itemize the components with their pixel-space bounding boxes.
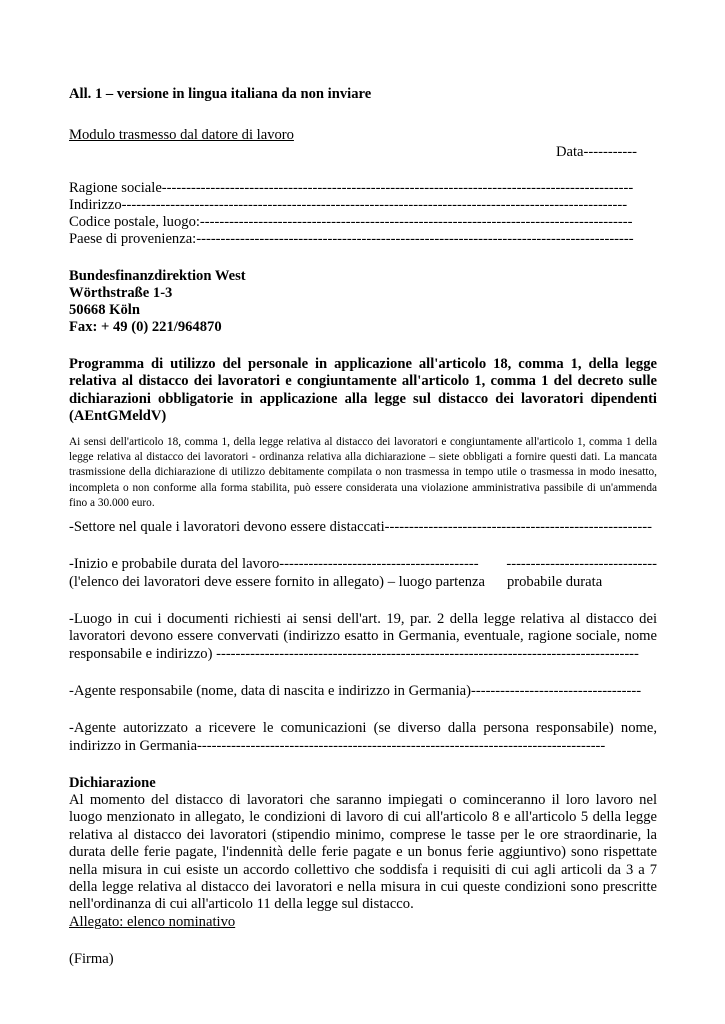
signature-label: (Firma) <box>69 950 114 967</box>
responsible-agent-field[interactable]: -Agente responsabile (nome, data di nascita e indirizzo in Germania)----------------------------------- <box>69 683 642 700</box>
authorized-agent-field[interactable]: -Agente autorizzato a ricevere le comunicazioni (se diverso dalla persona responsabile) nome, indirizzo in Germania------------------------------------------------------------------------------------ <box>69 720 657 754</box>
documents-place-field[interactable]: -Luogo in cui i documenti richiesti ai sensi dell'art. 19, par. 2 della legge relativa al distacco dei lavoratori devono essere convervati (indirizzo esatto in Germania, eventuale, ragione sociale, nome responsabile e indirizzo) --------------------------------------------------------------------------------------- <box>69 610 657 662</box>
start-field[interactable]: -Inizio e probabile durata del lavoro----------------------------------------- <box>69 556 479 573</box>
program-title: Programma di utilizzo del personale in applicazione all'articolo 18, comma 1, della legge relativa al distacco dei lavoratori e congiuntamente all'articolo 1, comma 1 del decreto sulle dichiarazioni obbligatorie in applicazione alla legge sul distacco dei lavoratori dipendenti (AEntGMeldV) <box>69 356 657 425</box>
sector-field[interactable]: -Settore nel quale i lavoratori devono essere distaccati------------------------------------------------------- <box>69 519 652 536</box>
recipient-address <box>69 268 657 336</box>
attachment-list-link: Allegato: elenco nominativo <box>69 913 236 930</box>
attachment-title: All. 1 – versione in lingua italiana da non inviare <box>69 86 372 102</box>
legal-notice: Ai sensi dell'articolo 18, comma 1, della legge relativa al distacco dei lavoratori e congiuntamente all'articolo 1, comma 1 della legge relativa al distacco dei lavoratori - ordinanza relativa alla dichiarazione – siete obbligati a fornire questi dati. La mancata trasmissione della dichiarazione di utilizzo debitamente compilata o non trasmessa in tempo utile o trasmessa in modo inesatto, incompleta o non conforme alla forma stabilita, può essere considerata una violazione amministrativa passibile di un'ammenda fino a 30.000 euro. <box>69 435 657 509</box>
company-name-field[interactable]: Ragione sociale------------------------------------------------------------------------------------------------- <box>69 180 634 196</box>
recipient-city: 50668 Köln <box>69 302 140 318</box>
start-note-row <box>69 574 657 591</box>
declaration-heading: Dichiarazione <box>69 774 156 791</box>
recipient-name: Bundesfinanzdirektion West <box>69 268 246 284</box>
form-subtitle: Modulo trasmesso dal datore di lavoro <box>69 127 294 143</box>
address-field[interactable]: Indirizzo-------------------------------------------------------------------------------------------------------- <box>69 197 628 213</box>
document-page <box>69 86 657 968</box>
start-note: (l'elenco dei lavoratori deve essere fornito in allegato) – luogo partenza <box>69 573 485 590</box>
postal-code-field[interactable]: Codice postale, luogo:----------------------------------------------------------------------------------------- <box>69 214 633 230</box>
recipient-fax: Fax: + 49 (0) 221/964870 <box>69 319 222 335</box>
start-duration-row <box>69 556 657 573</box>
date-field[interactable]: Data----------- <box>555 144 637 160</box>
duration-field[interactable]: ------------------------------- <box>506 556 657 573</box>
country-field[interactable]: Paese di provenienza:------------------------------------------------------------------------------------------ <box>69 231 634 247</box>
sender-fields <box>69 180 657 248</box>
duration-note: probabile durata <box>506 573 603 590</box>
declaration-text: Al momento del distacco di lavoratori che saranno impiegati o cominceranno il loro lavoro nel luogo menzionato in allegato, le condizioni di lavoro di cui all'articolo 8 e all'articolo 5 della legge relativa al distacco dei lavoratori (stipendio minimo, comprese le tasse per le ore straordinarie, la durata delle ferie pagate, l'indennità delle ferie pagate e un bonus ferie aggiuntivo) sono rispettate nella misura in cui esiste un accordo collettivo che soddisfa i requisiti di cui agli articoli da 3 a 7 della legge relativa al distacco dei lavoratori e nella misura in cui queste condizioni sono prescritte nell'ordinanza di cui all'articolo 11 della legge sul distacco. <box>69 791 657 913</box>
recipient-street: Wörthstraße 1-3 <box>69 285 173 301</box>
